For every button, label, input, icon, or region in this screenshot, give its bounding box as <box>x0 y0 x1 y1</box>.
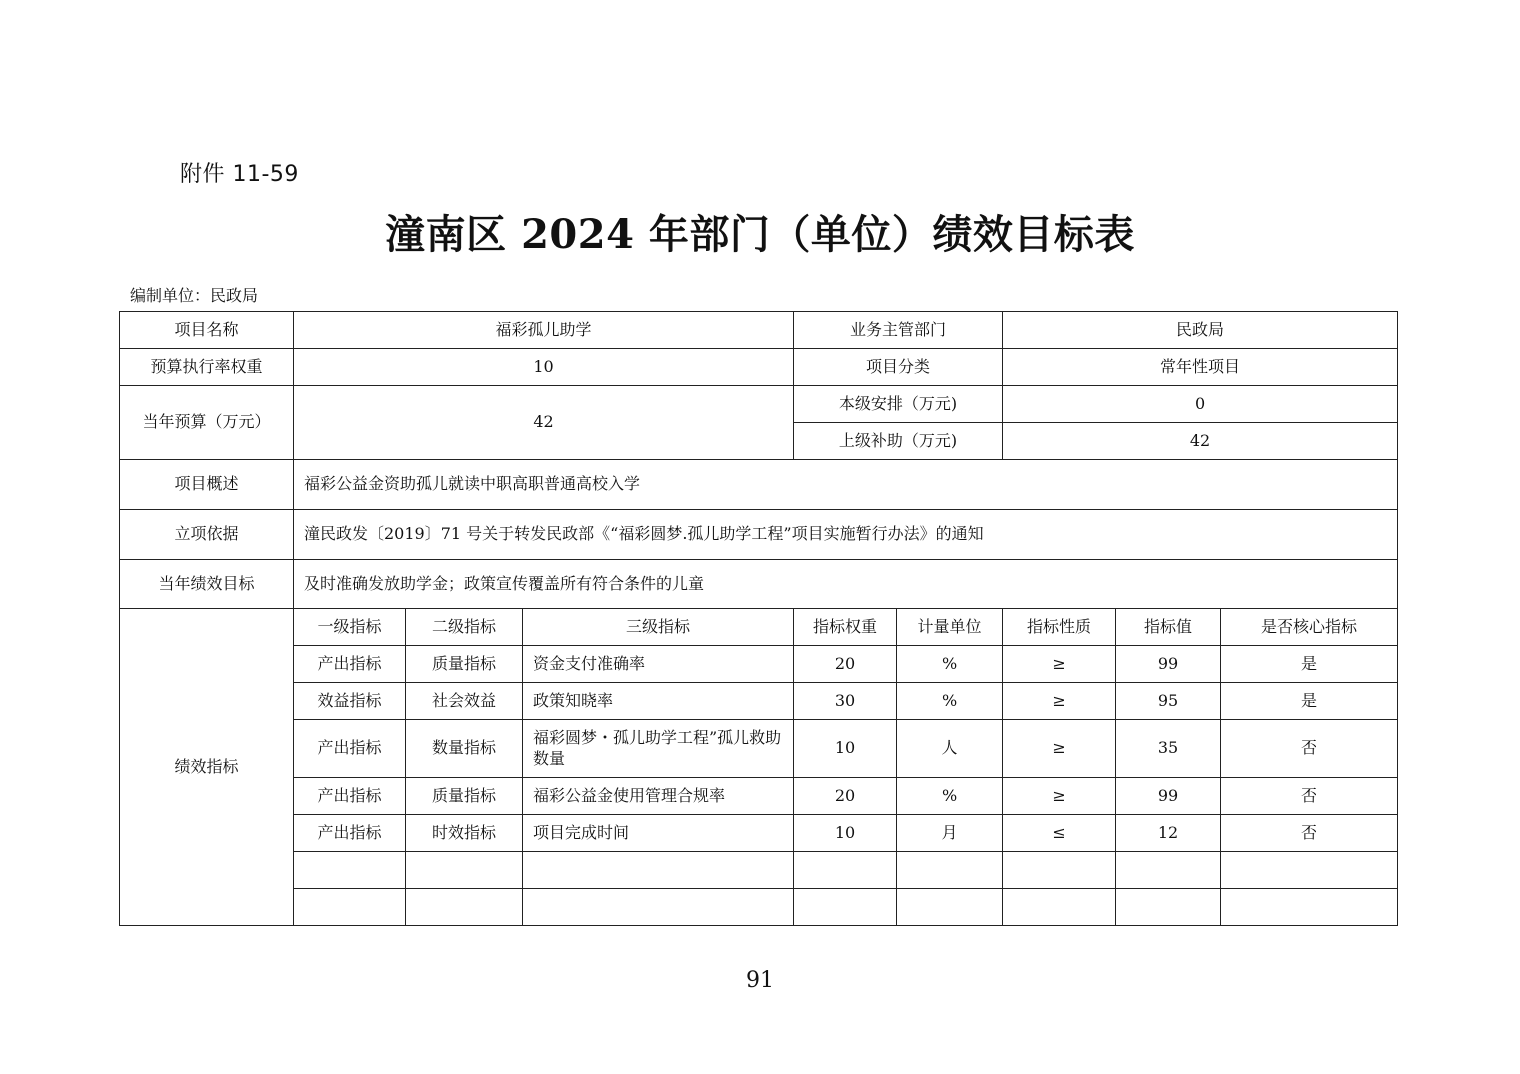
level3-cell: 资金支付准确率 <box>523 646 794 683</box>
annual-budget-row <box>120 386 1398 423</box>
annual-budget-label: 当年预算（万元） <box>120 386 294 460</box>
level2-cell: 质量指标 <box>406 646 523 683</box>
dept-label: 业务主管部门 <box>794 312 1003 349</box>
weight-cell: 30 <box>794 683 897 720</box>
goal-row <box>120 560 1398 609</box>
overview-label: 项目概述 <box>120 460 294 510</box>
level1-cell: 产出指标 <box>294 720 406 778</box>
upper-subsidy-value: 42 <box>1003 423 1398 460</box>
budget-weight-value: 10 <box>294 349 794 386</box>
budget-weight-label: 预算执行率权重 <box>120 349 294 386</box>
performance-target-table <box>119 311 1398 926</box>
unit-cell: 人 <box>897 720 1003 778</box>
weight-cell: 20 <box>794 646 897 683</box>
value-cell: 99 <box>1116 646 1221 683</box>
goal-value: 及时准确发放助学金；政策宣传覆盖所有符合条件的儿童 <box>294 560 1398 609</box>
indicator-row <box>120 683 1398 720</box>
level2-cell: 质量指标 <box>406 778 523 815</box>
nature-cell: ≥ <box>1003 646 1116 683</box>
nature-cell: ≤ <box>1003 815 1116 852</box>
weight-cell: 10 <box>794 815 897 852</box>
nature-cell: ≥ <box>1003 683 1116 720</box>
level2-cell: 数量指标 <box>406 720 523 778</box>
level1-cell: 效益指标 <box>294 683 406 720</box>
empty-row <box>120 889 1398 926</box>
unit-cell: % <box>897 646 1003 683</box>
header-core: 是否核心指标 <box>1221 609 1398 646</box>
level3-cell: 项目完成时间 <box>523 815 794 852</box>
unit-cell: % <box>897 778 1003 815</box>
header-weight: 指标权重 <box>794 609 897 646</box>
level2-cell: 时效指标 <box>406 815 523 852</box>
level1-cell: 产出指标 <box>294 646 406 683</box>
value-cell: 95 <box>1116 683 1221 720</box>
overview-row <box>120 460 1398 510</box>
project-name-row <box>120 312 1398 349</box>
core-cell: 是 <box>1221 646 1398 683</box>
unit-cell: 月 <box>897 815 1003 852</box>
level3-cell: 福彩圆梦・孤儿助学工程”孤儿救助数量 <box>523 720 794 778</box>
nature-cell: ≥ <box>1003 778 1116 815</box>
weight-cell: 20 <box>794 778 897 815</box>
empty-row <box>120 852 1398 889</box>
page-title: 潼南区 2024 年部门（单位）绩效目标表 <box>385 211 1135 258</box>
header-unit: 计量单位 <box>897 609 1003 646</box>
header-nature: 指标性质 <box>1003 609 1116 646</box>
dept-value: 民政局 <box>1003 312 1398 349</box>
nature-cell: ≥ <box>1003 720 1116 778</box>
upper-subsidy-label: 上级补助（万元) <box>794 423 1003 460</box>
indicator-row <box>120 646 1398 683</box>
core-cell: 否 <box>1221 815 1398 852</box>
category-value: 常年性项目 <box>1003 349 1398 386</box>
attachment-label: 附件 11-59 <box>180 162 299 187</box>
basis-row <box>120 510 1398 560</box>
level3-cell: 福彩公益金使用管理合规率 <box>523 778 794 815</box>
overview-value: 福彩公益金资助孤儿就读中职高职普通高校入学 <box>294 460 1398 510</box>
unit-cell: % <box>897 683 1003 720</box>
core-cell: 否 <box>1221 720 1398 778</box>
goal-label: 当年绩效目标 <box>120 560 294 609</box>
indicator-row <box>120 720 1398 778</box>
indicators-label: 绩效指标 <box>120 609 294 926</box>
compiling-unit: 编制单位：民政局 <box>130 286 259 305</box>
core-cell: 否 <box>1221 778 1398 815</box>
page-number: 91 <box>746 968 774 993</box>
indicator-row <box>120 815 1398 852</box>
core-cell: 是 <box>1221 683 1398 720</box>
category-label: 项目分类 <box>794 349 1003 386</box>
basis-value: 潼民政发〔2019〕71 号关于转发民政部《“福彩圆梦.孤儿助学工程”项目实施暂行办法》的通知 <box>294 510 1398 560</box>
local-budget-value: 0 <box>1003 386 1398 423</box>
weight-cell: 10 <box>794 720 897 778</box>
project-name-label: 项目名称 <box>120 312 294 349</box>
header-level2: 二级指标 <box>406 609 523 646</box>
indicator-row <box>120 778 1398 815</box>
header-value: 指标值 <box>1116 609 1221 646</box>
value-cell: 35 <box>1116 720 1221 778</box>
level1-cell: 产出指标 <box>294 815 406 852</box>
value-cell: 12 <box>1116 815 1221 852</box>
level2-cell: 社会效益 <box>406 683 523 720</box>
budget-weight-row <box>120 349 1398 386</box>
project-name-value: 福彩孤儿助学 <box>294 312 794 349</box>
local-budget-label: 本级安排（万元) <box>794 386 1003 423</box>
header-level1: 一级指标 <box>294 609 406 646</box>
value-cell: 99 <box>1116 778 1221 815</box>
level3-cell: 政策知晓率 <box>523 683 794 720</box>
level1-cell: 产出指标 <box>294 778 406 815</box>
indicator-header-row <box>120 609 1398 646</box>
header-level3: 三级指标 <box>523 609 794 646</box>
annual-budget-value: 42 <box>294 386 794 460</box>
basis-label: 立项依据 <box>120 510 294 560</box>
